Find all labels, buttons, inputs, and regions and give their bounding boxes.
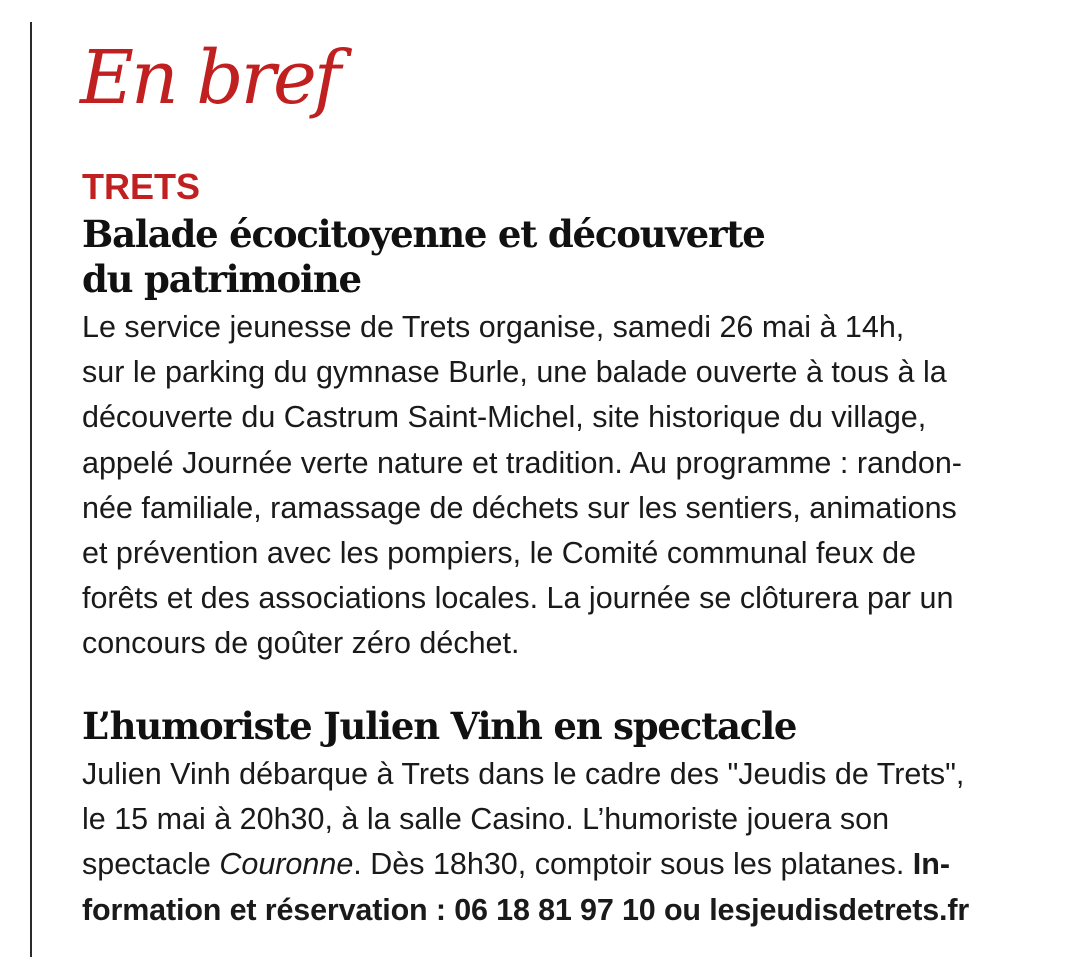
- body-line: concours de goûter zéro déchet.: [82, 626, 520, 661]
- info-hyphen-start: In-: [912, 847, 951, 882]
- headline-line: Balade écocitoyenne et découverte: [82, 212, 765, 256]
- body-line: Le service jeunesse de Trets organise, samedi 26 mai à 14h,: [82, 310, 905, 344]
- body-line: forêts et des associations locales. La journée se clôturera par un: [82, 581, 954, 616]
- body-line: appelé Journée verte nature et tradition. Au programme : randon-: [82, 445, 962, 480]
- contact-info: formation et réservation : 06 18 81 97 10 ou lesjeudisdetrets.fr: [82, 892, 970, 927]
- section-title: En bref: [80, 35, 339, 121]
- article-body-2: [82, 752, 969, 933]
- article-headline-2: L’humoriste Julien Vinh en spectacle: [82, 704, 797, 748]
- article-kicker: TRETS: [82, 166, 201, 207]
- article-body: [82, 305, 962, 667]
- body-line: sur le parking du gymnase Burle, une balade ouverte à tous à la: [82, 355, 947, 390]
- body-line: née familiale, ramassage de déchets sur les sentiers, animations: [82, 490, 957, 525]
- body-text-segment: . Dès 18h30, comptoir sous les platanes.: [353, 847, 913, 882]
- body-text-segment: spectacle: [82, 847, 220, 882]
- body-line: Julien Vinh débarque à Trets dans le cadre des "Jeudis de Trets",: [82, 757, 965, 791]
- body-line: découverte du Castrum Saint-Michel, site historique du village,: [82, 400, 927, 435]
- article-headline: [82, 212, 765, 302]
- headline-line: du patrimoine: [82, 257, 361, 302]
- vertical-column-rule: [30, 22, 32, 957]
- show-title: Couronne: [219, 847, 354, 882]
- body-line: le 15 mai à 20h30, à la salle Casino. L’humoriste jouera son: [82, 802, 890, 837]
- body-line: [82, 842, 969, 887]
- body-line: et prévention avec les pompiers, le Comité communal feux de: [82, 535, 917, 570]
